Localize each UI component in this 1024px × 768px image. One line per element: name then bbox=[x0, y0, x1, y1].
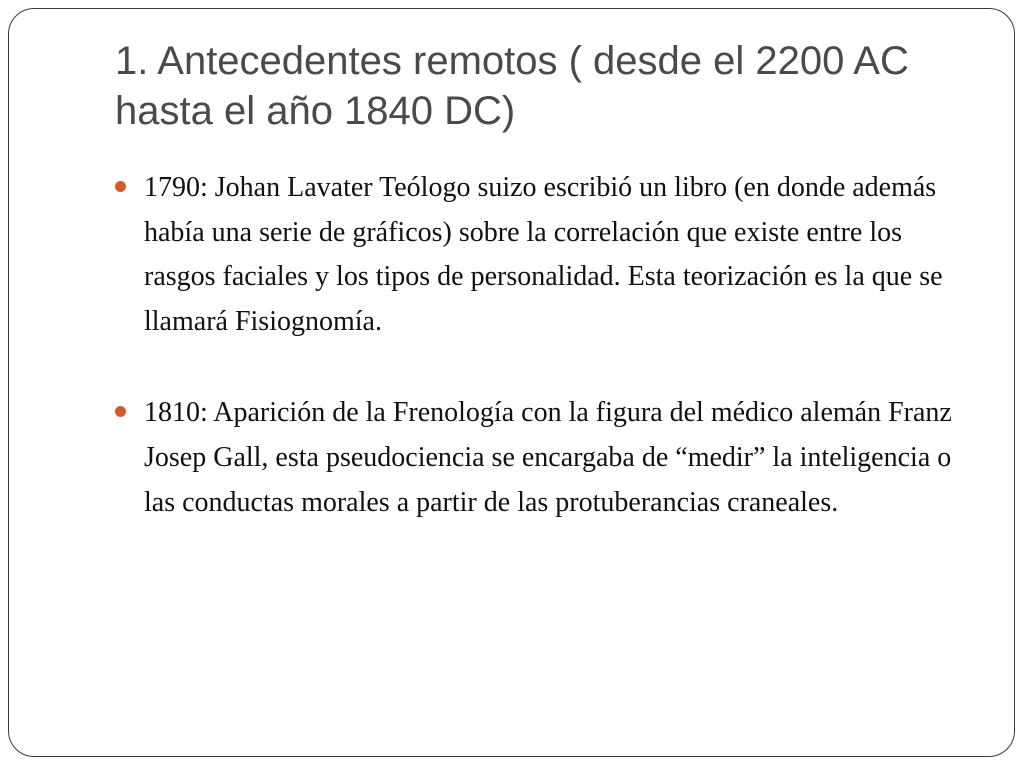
bullet-list bbox=[115, 166, 965, 525]
bullet-item-1810 bbox=[115, 391, 965, 525]
slide-title: 1. Antecedentes remotos ( desde el 2200 AC hasta el año 1840 DC) bbox=[115, 39, 909, 133]
bullet-dot-icon bbox=[115, 406, 126, 417]
bullet-text: 1810: Aparición de la Frenología con la figura del médico alemán Franz Josep Gall, esta pseudociencia se encargaba de “medir” la inteligencia o las conductas morales a partir de las protuberancias craneales. bbox=[144, 397, 952, 518]
bullet-text: 1790: Johan Lavater Teólogo suizo escribió un libro (en donde además había una serie de gráficos) sobre la correlación que existe entre los rasgos faciales y los tipos de personalidad. Esta teorización es la que se llamará Fisiognomía. bbox=[144, 172, 943, 337]
bullet-dot-icon bbox=[115, 181, 126, 192]
bullet-item-1790 bbox=[115, 166, 965, 344]
